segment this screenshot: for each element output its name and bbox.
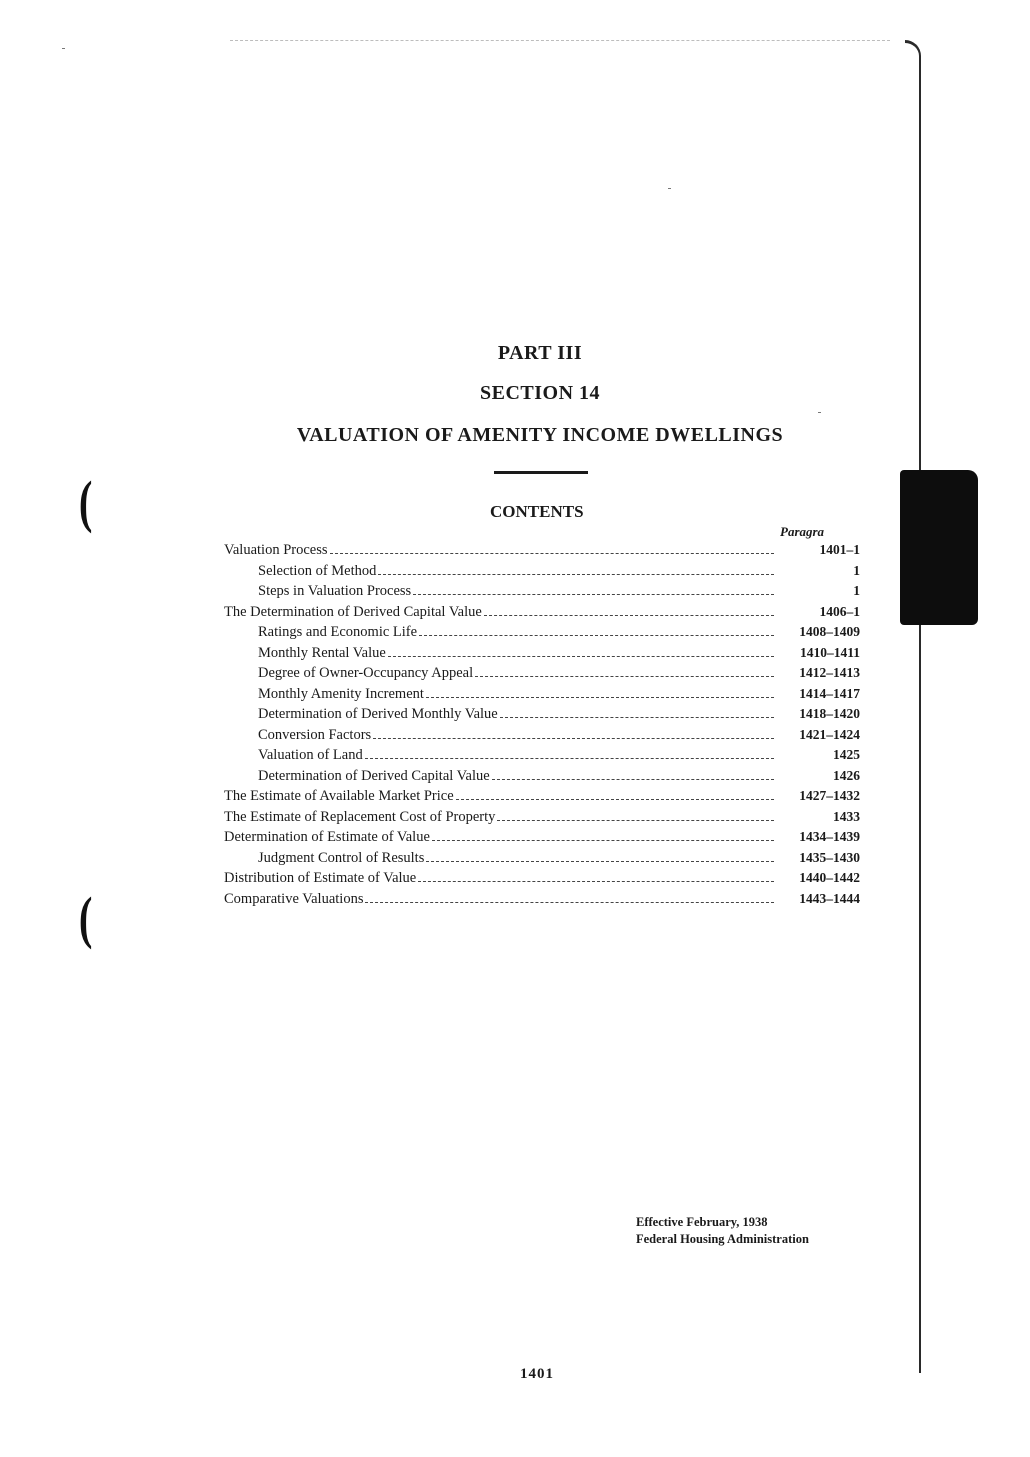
toc-entry-title: The Estimate of Replacement Cost of Property [224, 808, 496, 825]
toc-paragraph-range: 1414–1417 [799, 685, 860, 701]
toc-row [224, 563, 860, 584]
toc-entry-title: Determination of Derived Capital Value [258, 767, 490, 784]
toc-paragraph-range: 1401–1 [819, 542, 860, 557]
toc-entry-title: The Estimate of Available Market Price [224, 788, 454, 804]
toc-paragraph-range: 1421–1424 [799, 726, 860, 742]
toc-paragraph-range: 1443–1444 [799, 890, 860, 906]
toc-row [224, 870, 860, 891]
toc-row [224, 542, 860, 563]
toc-dot-leader [497, 820, 774, 821]
toc-paragraph-range: 1435–1430 [799, 849, 860, 865]
binder-tab [900, 470, 978, 625]
toc-row [224, 747, 860, 768]
toc-entry-title: Selection of Method [258, 562, 377, 579]
toc-row [224, 788, 860, 809]
toc-row [224, 706, 860, 727]
toc-dot-leader [388, 656, 774, 657]
effective-date: Effective February, 1938 [636, 1215, 768, 1229]
toc-entry-title: Steps in Valuation Process [258, 583, 412, 599]
agency-name: Federal Housing Administration [636, 1232, 809, 1246]
toc-row [224, 645, 860, 666]
binder-hole-mark-upper: ( [78, 469, 93, 534]
toc-dot-leader [378, 574, 774, 575]
toc-row [224, 583, 860, 604]
toc-row [224, 850, 860, 871]
table-of-contents [224, 542, 860, 911]
toc-row [224, 604, 860, 625]
toc-entry-title: Ratings and Economic Life [258, 624, 418, 640]
toc-entry-title: Monthly Amenity Increment [258, 685, 424, 702]
toc-paragraph-range: 1 [853, 583, 860, 598]
toc-entry-title: Valuation Process [224, 542, 328, 558]
contents-heading: CONTENTS [490, 502, 584, 521]
toc-paragraph-range: 1433 [833, 808, 860, 824]
toc-dot-leader [373, 738, 774, 739]
toc-row [224, 809, 860, 830]
toc-dot-leader [426, 861, 774, 862]
scan-speck [668, 188, 671, 189]
toc-paragraph-range: 1425 [833, 747, 860, 762]
toc-entry-title: Determination of Derived Monthly Value [258, 706, 498, 722]
toc-paragraph-range: 1408–1409 [799, 624, 860, 639]
paragraph-column-heading: Paragra [780, 524, 825, 539]
toc-dot-leader [432, 840, 774, 841]
page-edge-right [905, 40, 921, 1373]
page-title: VALUATION OF AMENITY INCOME DWELLINGS [296, 424, 784, 446]
toc-paragraph-range: 1440–1442 [799, 870, 860, 885]
toc-row [224, 727, 860, 748]
toc-paragraph-range: 1418–1420 [799, 706, 860, 721]
toc-dot-leader [365, 902, 774, 903]
toc-dot-leader [500, 717, 774, 718]
scan-speck [62, 48, 65, 49]
toc-entry-title: Judgment Control of Results [258, 849, 425, 866]
toc-entry-title: Monthly Rental Value [258, 644, 386, 661]
toc-entry-title: Distribution of Estimate of Value [224, 870, 417, 886]
toc-entry-title: Degree of Owner-Occupancy Appeal [258, 665, 474, 681]
title-rule [494, 471, 588, 474]
toc-dot-leader [492, 779, 774, 780]
toc-dot-leader [365, 758, 774, 759]
toc-paragraph-range: 1 [853, 562, 860, 578]
toc-row [224, 665, 860, 686]
footer [636, 1214, 809, 1248]
toc-paragraph-range: 1406–1 [819, 603, 860, 619]
toc-entry-title: Conversion Factors [258, 726, 372, 743]
page-number: 1401 [520, 1366, 554, 1382]
toc-entry-title: The Determination of Derived Capital Value [224, 603, 482, 620]
toc-paragraph-range: 1434–1439 [799, 829, 860, 844]
toc-dot-leader [413, 594, 774, 595]
toc-row [224, 686, 860, 707]
toc-row [224, 891, 860, 912]
scan-speck [818, 412, 821, 413]
toc-entry-title: Comparative Valuations [224, 890, 364, 907]
toc-paragraph-range: 1426 [833, 767, 860, 783]
toc-row [224, 768, 860, 789]
page-edge-top [230, 40, 890, 41]
toc-entry-title: Determination of Estimate of Value [224, 829, 430, 845]
toc-dot-leader [456, 799, 774, 800]
section-title: SECTION 14 [479, 382, 601, 404]
toc-dot-leader [419, 635, 774, 636]
toc-row [224, 624, 860, 645]
toc-dot-leader [418, 881, 774, 882]
toc-paragraph-range: 1410–1411 [799, 644, 860, 660]
toc-dot-leader [484, 615, 774, 616]
toc-paragraph-range: 1412–1413 [799, 665, 860, 680]
toc-paragraph-range: 1427–1432 [799, 788, 860, 803]
toc-dot-leader [330, 553, 775, 554]
toc-entry-title: Valuation of Land [258, 747, 363, 763]
toc-row [224, 829, 860, 850]
binder-hole-mark-lower: ( [78, 885, 93, 950]
toc-dot-leader [426, 697, 774, 698]
toc-dot-leader [475, 676, 774, 677]
part-title: PART III [497, 342, 583, 364]
